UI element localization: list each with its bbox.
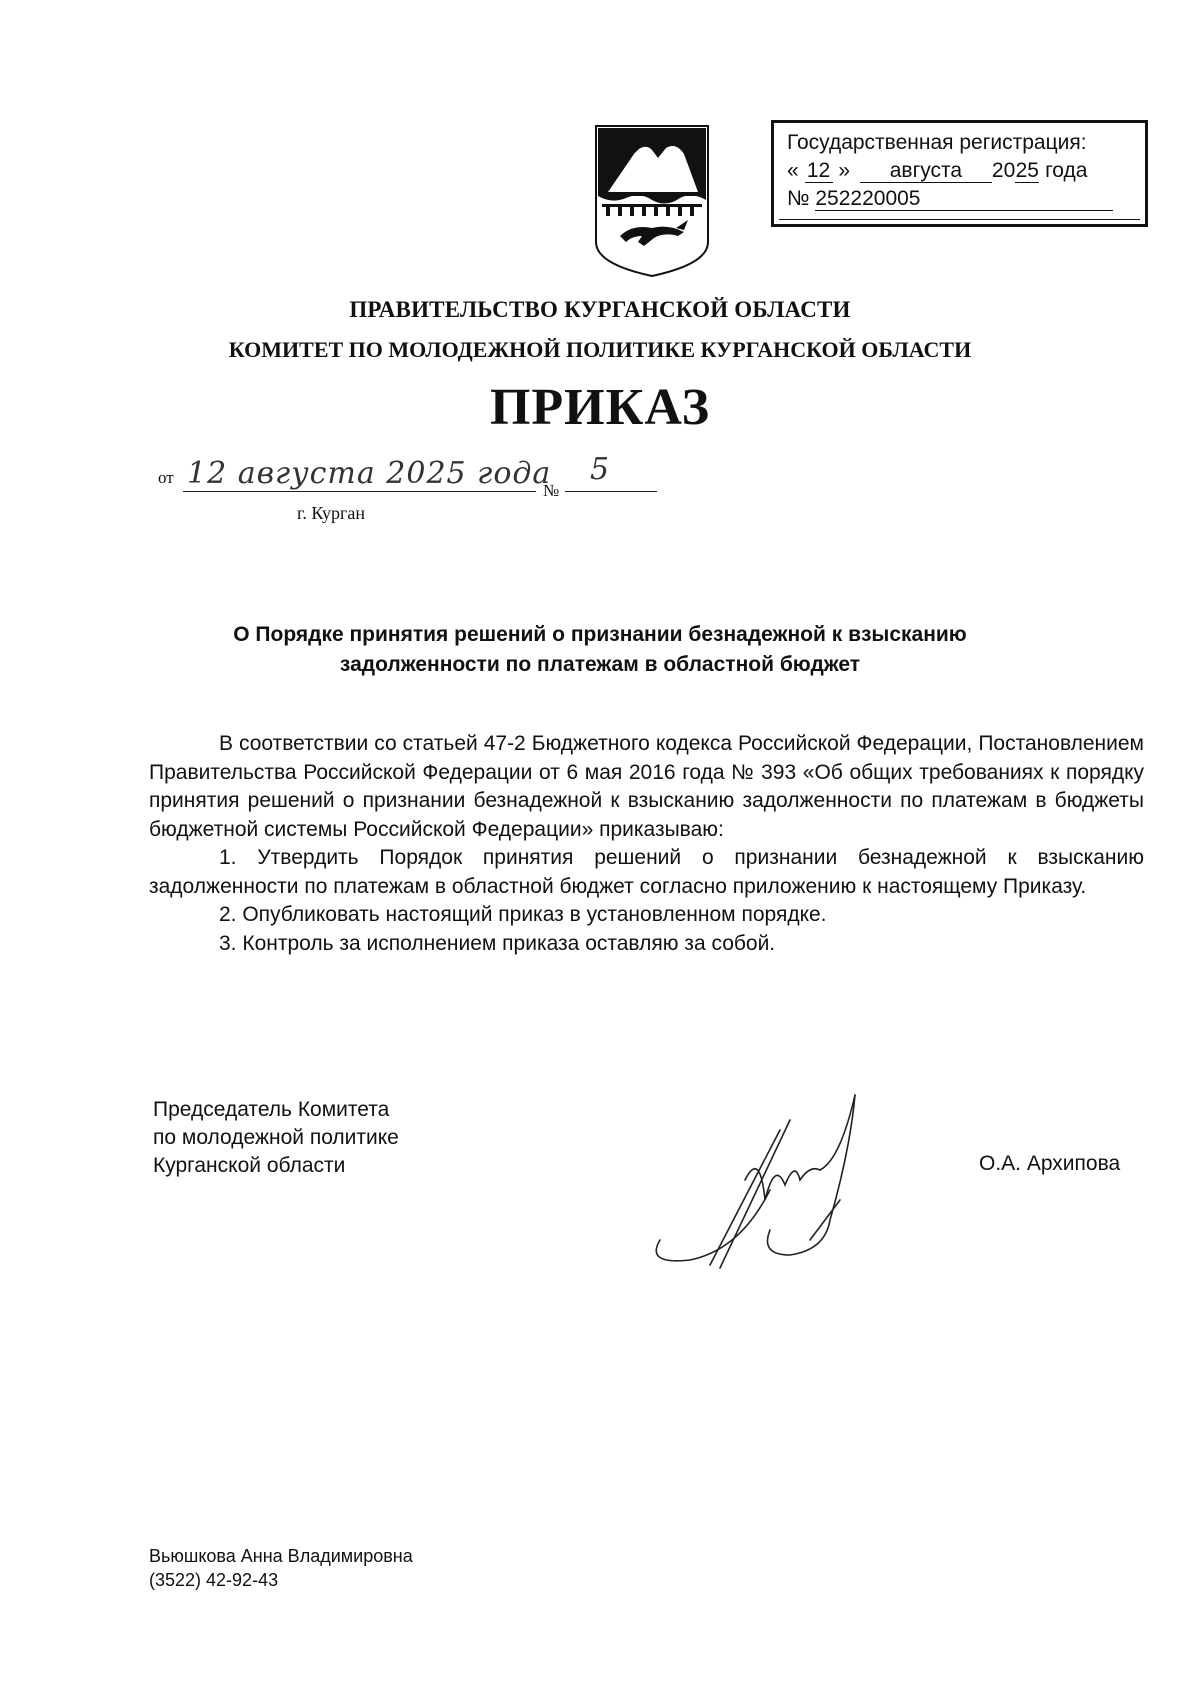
from-label: от	[158, 468, 174, 487]
number-label: №	[543, 481, 560, 500]
registration-number-row: № 252220005	[787, 185, 1135, 213]
executor-name: Вьюшкова Анна Владимировна	[149, 1546, 413, 1566]
government-title: ПРАВИТЕЛЬСТВО КУРГАНСКОЙ ОБЛАСТИ	[349, 297, 851, 322]
coat-of-arms-emblem	[592, 124, 712, 278]
registration-year-prefix: 20	[991, 159, 1016, 182]
registration-label: Государственная регистрация:	[787, 131, 1087, 154]
document-type-title: ПРИКАЗ	[489, 379, 711, 436]
order-item-1: 1. Утвердить Порядок принятия решений о признании безнадежной к взысканию задолженности по платежам в областной бюджет согласно приложению к настоящему Приказу.	[149, 846, 1144, 898]
stamp-bottom-line	[779, 219, 1140, 220]
order-subject	[0, 620, 1200, 680]
handwritten-signature	[650, 1090, 930, 1270]
registration-month: августа	[860, 160, 992, 183]
signatory-title: Председатель Комитета по молодежной политике Курганской области	[153, 1098, 399, 1177]
order-item-3: 3. Контроль за исполнением приказа оставляю за собой.	[219, 931, 776, 955]
number-field-underline	[565, 461, 657, 492]
registration-number: 252220005	[815, 188, 1113, 211]
registration-stamp	[771, 120, 1148, 227]
preamble-paragraph: В соответствии со статьей 47-2 Бюджетного кодекса Российской Федерации, Постановлением Правительства Российской Федерации от 6 мая 2016 года № 393 «Об общих требованиях к порядку принятия решений о признании безнадежной к взысканию задолженности по платежам в бюджеты бюджетной системы Российской Федерации» приказываю:	[149, 732, 1144, 841]
registration-date: « 12 » августа 2025 года	[787, 159, 1088, 182]
order-body	[149, 730, 1144, 958]
order-item-2: 2. Опубликовать настоящий приказ в установленном порядке.	[219, 903, 827, 926]
city-label: г. Курган	[297, 503, 366, 523]
executor-phone: (3522) 42-92-43	[149, 1570, 279, 1590]
subject-line-2: задолженности по платежам в областной бюджет	[339, 653, 861, 676]
registration-day: 12	[805, 160, 833, 183]
registration-year-suffix: 25	[1015, 159, 1039, 182]
executor-info	[149, 1544, 413, 1592]
committee-title: КОМИТЕТ ПО МОЛОДЕЖНОЙ ПОЛИТИКЕ КУРГАНСКОЙ ОБЛАСТИ	[228, 337, 972, 362]
subject-line-1: О Порядке принятия решений о признании безнадежной к взысканию	[233, 623, 967, 646]
signer-name: О.А. Архипова	[979, 1152, 1121, 1175]
handwritten-number: 5	[590, 452, 610, 487]
handwritten-date: 12 августа 2025 года	[187, 456, 552, 491]
